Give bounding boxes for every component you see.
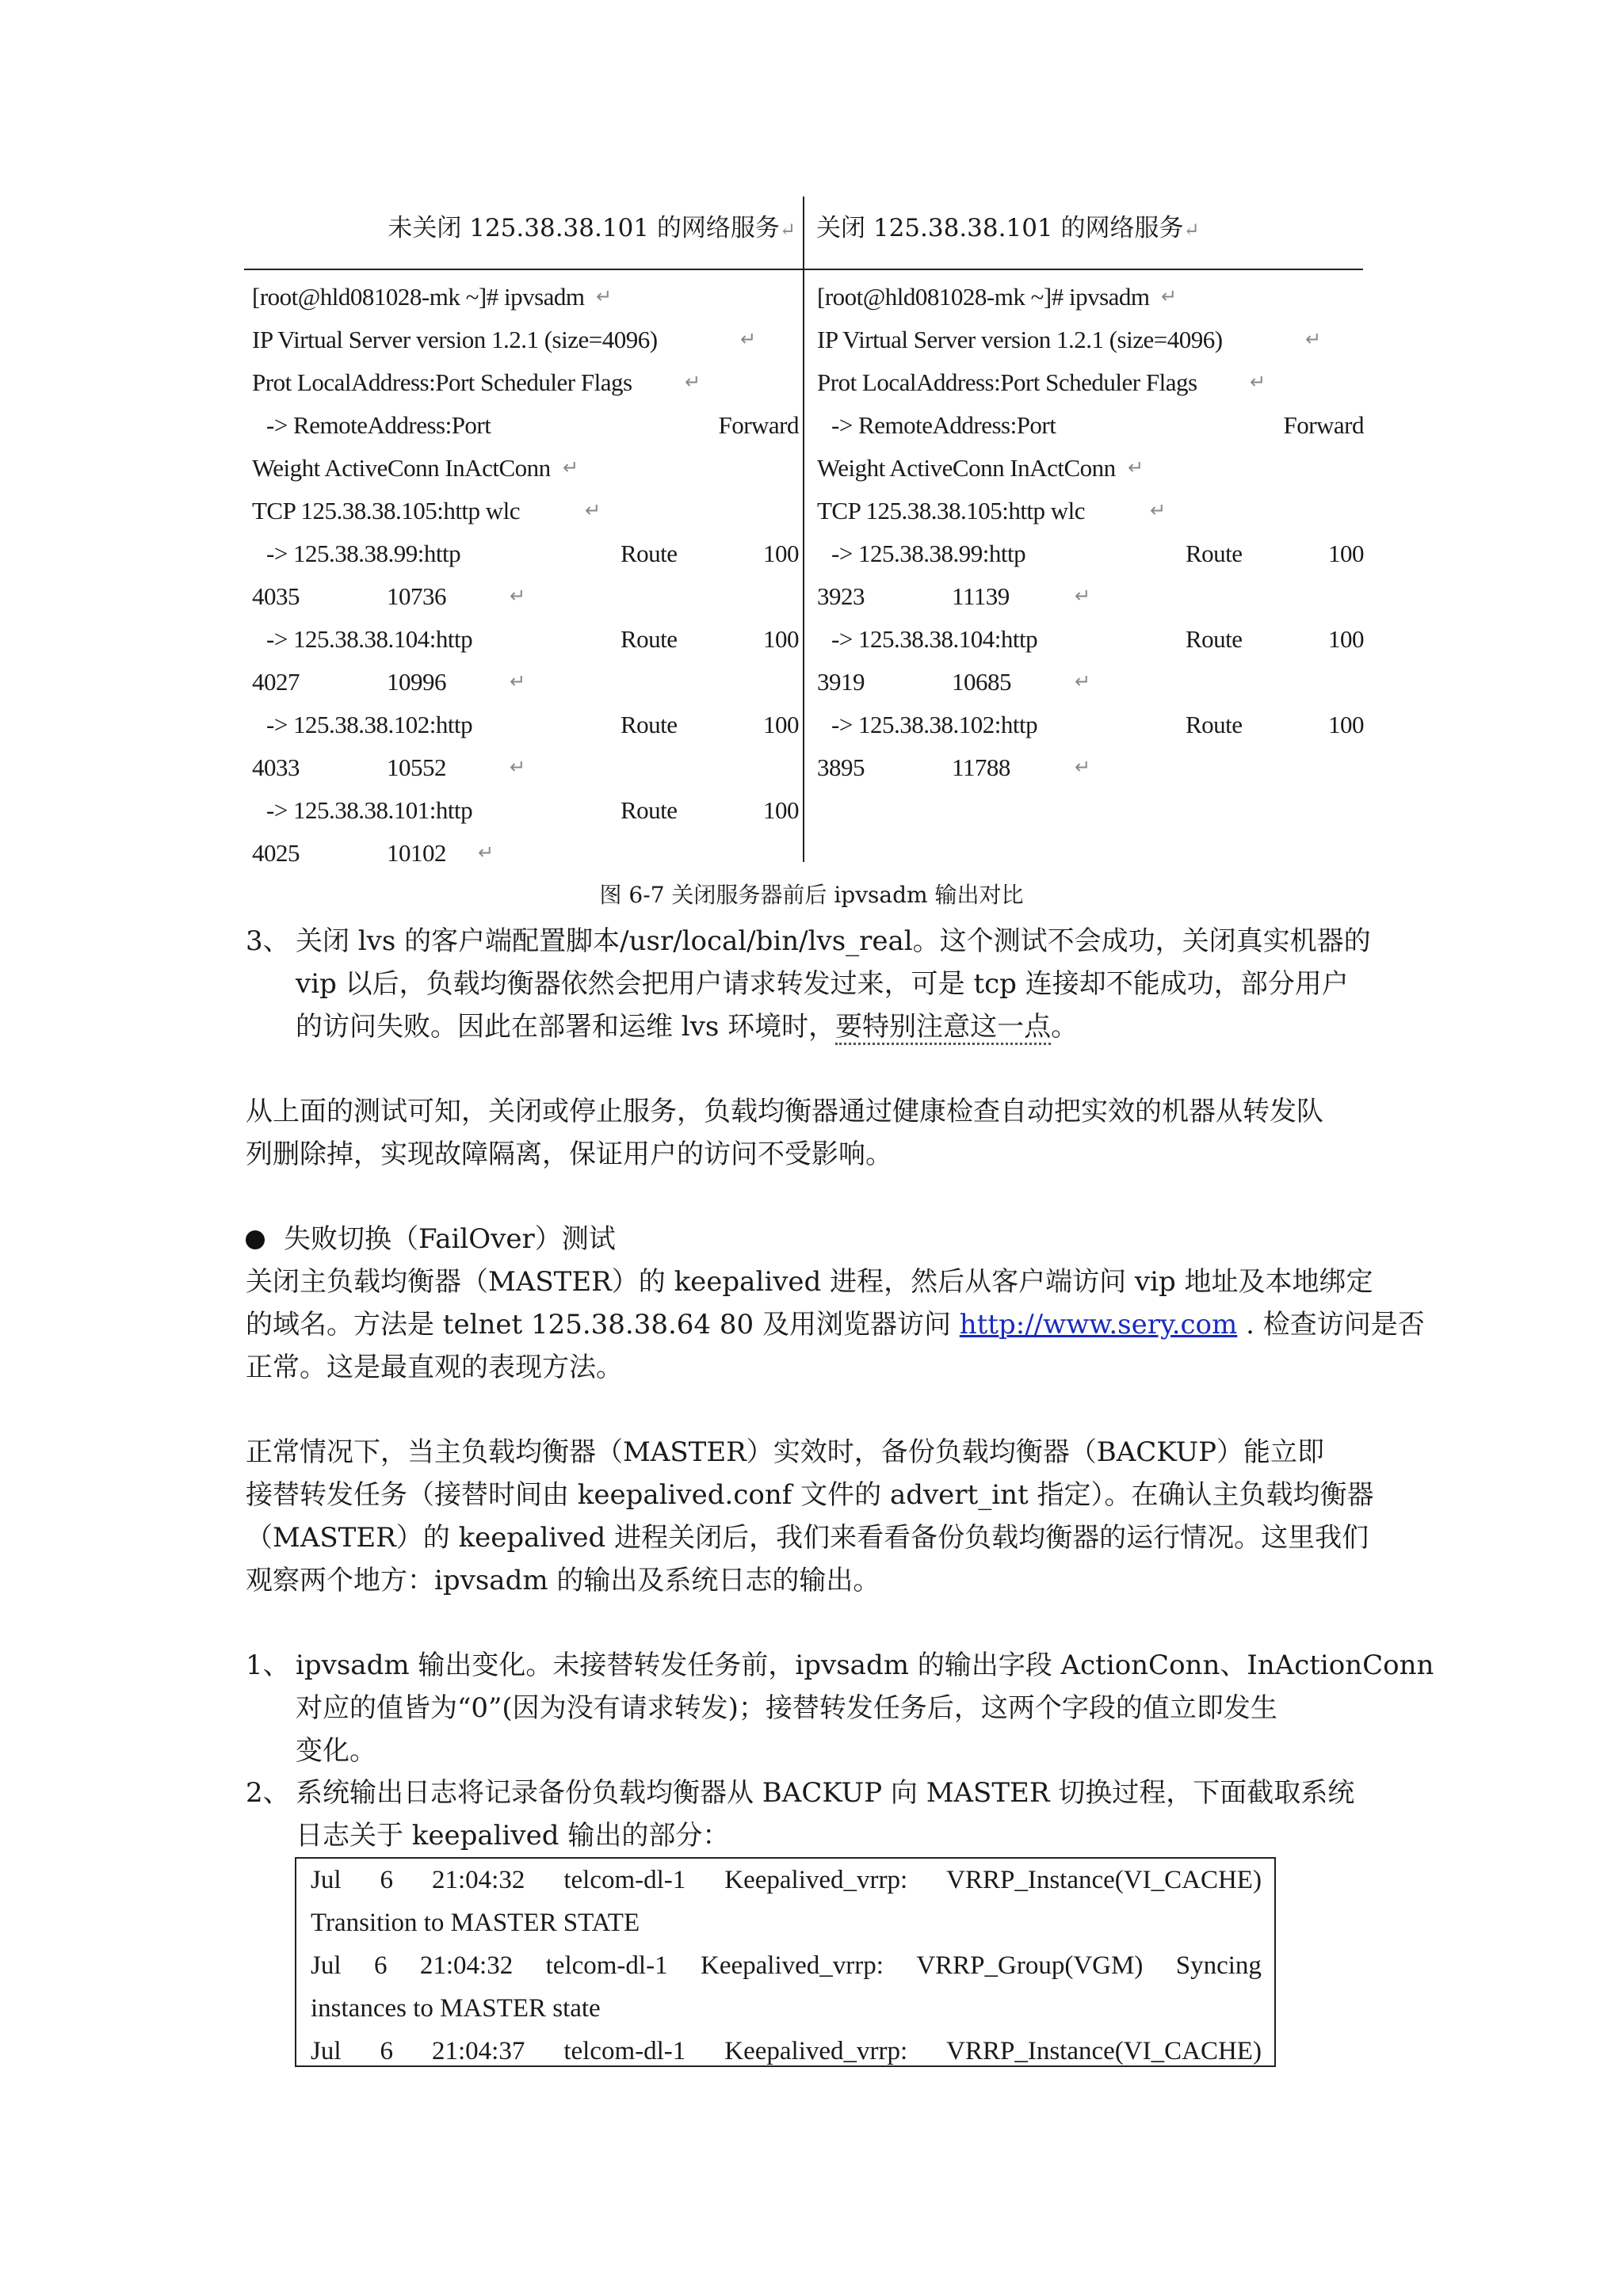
log-token: Keepalived_vrrp: xyxy=(701,1951,884,1980)
server-weight: 100 xyxy=(763,796,799,824)
text-line: （MASTER）的 keepalived 进程关闭后，我们来看看备份负载均衡器的运行情况。这里我们 xyxy=(246,1522,1369,1554)
log-line: instances to MASTER state xyxy=(311,1994,601,2023)
active-conn: 4035 xyxy=(252,582,300,610)
server-line xyxy=(252,704,799,746)
log-token: VRRP_Instance(VI_CACHE) xyxy=(946,2037,1262,2065)
return-mark: ↵ xyxy=(1075,672,1090,692)
return-mark: ↵ xyxy=(596,287,612,307)
inactive-conn: 10685 xyxy=(952,668,1011,696)
log-token: telcom-dl-1 xyxy=(563,2037,686,2065)
return-mark: ↵ xyxy=(510,757,525,778)
return-mark: ↵ xyxy=(510,586,525,607)
server-address: -> 125.38.38.99:http xyxy=(831,540,1026,567)
output-line xyxy=(252,447,799,490)
text-line: 接替转发任务（接替时间由 keepalived.conf 文件的 advert_int 指定）。在确认主负载均衡器 xyxy=(246,1479,1374,1511)
output-line xyxy=(817,490,1364,532)
connection-line xyxy=(252,746,799,789)
output-text: -> RemoteAddress:Port xyxy=(831,411,1056,439)
output-line xyxy=(252,404,799,447)
server-line xyxy=(817,532,1364,575)
active-conn: 4025 xyxy=(252,839,300,867)
bullet-icon xyxy=(246,1230,265,1249)
sery-link[interactable]: http://www.sery.com xyxy=(959,1309,1238,1341)
output-line xyxy=(817,404,1364,447)
paragraph-backup-behavior xyxy=(246,1431,1379,1602)
column-divider xyxy=(803,196,804,862)
output-line xyxy=(252,318,799,361)
output-line xyxy=(252,361,799,404)
left-column-output xyxy=(252,276,799,875)
return-mark: ↵ xyxy=(1305,330,1321,350)
active-conn: 3923 xyxy=(817,582,865,610)
server-weight: 100 xyxy=(763,625,799,653)
text-line: 从上面的测试可知，关闭或停止服务，负载均衡器通过健康检查自动把实效的机器从转发队 xyxy=(246,1096,1323,1127)
inactive-conn: 11139 xyxy=(952,582,1010,610)
inactive-conn: 10736 xyxy=(387,582,446,610)
emphasis-text: 要特别注意这一点 xyxy=(835,1011,1051,1045)
forward-method: Route xyxy=(1186,540,1243,567)
header-divider xyxy=(244,269,1363,270)
connection-line xyxy=(252,832,799,875)
output-text: [root@hld081028-mk ~]# ipvsadm xyxy=(252,283,585,311)
text-line: 的域名。方法是 telnet 125.38.38.64 80 及用浏览器访问 http://www.sery.com . 检查访问是否 xyxy=(246,1309,1425,1341)
list-number: 1、 xyxy=(246,1650,290,1681)
log-token: telcom-dl-1 xyxy=(545,1951,668,1980)
connection-line xyxy=(817,661,1364,704)
log-token: Jul xyxy=(311,1866,342,1894)
return-mark: ↵ xyxy=(1075,586,1090,607)
log-token: 6 xyxy=(380,2037,393,2065)
output-line xyxy=(252,276,799,318)
right-column-output xyxy=(817,276,1364,789)
text-line: 对应的值皆为“0”(因为没有请求转发)；接替转发任务后，这两个字段的值立即发生 xyxy=(296,1692,1277,1724)
connection-line xyxy=(817,575,1364,618)
text-line: 的访问失败。因此在部署和运维 lvs 环境时，要特别注意这一点。 xyxy=(296,1005,1371,1048)
output-line xyxy=(817,276,1364,318)
server-address: -> 125.38.38.102:http xyxy=(831,711,1038,738)
server-address: -> 125.38.38.104:http xyxy=(831,625,1038,653)
inactive-conn: 10102 xyxy=(387,839,446,867)
output-text: Prot LocalAddress:Port Scheduler Flags xyxy=(252,368,632,396)
log-token: 21:04:32 xyxy=(419,1951,514,1980)
output-text: TCP 125.38.38.105:http wlc xyxy=(252,497,521,524)
text-line: 日志关于 keepalived 输出的部分： xyxy=(296,1820,730,1852)
forward-method: Route xyxy=(621,625,678,653)
log-token: telcom-dl-1 xyxy=(563,1866,686,1894)
inactive-conn: 10996 xyxy=(387,668,446,696)
log-token: Jul xyxy=(311,1951,342,1980)
return-mark: ↵ xyxy=(1150,501,1166,521)
output-text: Weight ActiveConn InActConn xyxy=(817,454,1116,482)
forward-method: Route xyxy=(621,711,678,738)
text-line: 关闭 lvs 的客户端配置脚本/usr/local/bin/lvs_real。这个测试不会成功，关闭真实机器的 xyxy=(296,925,1371,957)
forward-method: Route xyxy=(621,796,678,824)
output-text: Prot LocalAddress:Port Scheduler Flags xyxy=(817,368,1197,396)
log-token: Keepalived_vrrp: xyxy=(724,2037,908,2065)
list-number: 3、 xyxy=(246,925,290,957)
connection-line xyxy=(252,575,799,618)
forward-method: Route xyxy=(1186,625,1243,653)
output-text: IP Virtual Server version 1.2.1 (size=4096) xyxy=(252,326,658,353)
log-line xyxy=(311,1859,1262,1901)
text-line: 观察两个地方：ipvsadm 的输出及系统日志的输出。 xyxy=(246,1565,880,1596)
log-line xyxy=(311,2030,1262,2073)
server-line xyxy=(817,704,1364,746)
output-text: TCP 125.38.38.105:http wlc xyxy=(817,497,1086,524)
active-conn: 3895 xyxy=(817,753,865,781)
section-bullet-failover: 失败切换（FailOver）测试 xyxy=(246,1218,616,1261)
text-line: ipvsadm 输出变化。未接替转发任务前，ipvsadm 的输出字段 ActionConn、InActionConn xyxy=(296,1650,1434,1681)
keepalived-log-box xyxy=(295,1857,1276,2067)
return-mark: ↵ xyxy=(1161,287,1177,307)
log-token: 21:04:37 xyxy=(431,2037,525,2065)
server-weight: 100 xyxy=(1328,625,1364,653)
text-line: 关闭主负载均衡器（MASTER）的 keepalived 进程，然后从客户端访问 vip 地址及本地绑定 xyxy=(246,1266,1373,1298)
output-text: [root@hld081028-mk ~]# ipvsadm xyxy=(817,283,1150,311)
active-conn: 4027 xyxy=(252,668,300,696)
text-line: vip 以后，负载均衡器依然会把用户请求转发过来，可是 tcp 连接却不能成功，部分用户 xyxy=(296,968,1349,1000)
log-token: VRRP_Group(VGM) xyxy=(916,1951,1144,1980)
server-line xyxy=(252,532,799,575)
header-right: 关闭 125.38.38.101 的网络服务↵ xyxy=(816,214,1200,242)
return-mark: ↵ xyxy=(510,672,525,692)
active-conn: 4033 xyxy=(252,753,300,781)
paragraph-failover-method xyxy=(246,1261,1425,1389)
output-line xyxy=(252,490,799,532)
log-token: Syncing xyxy=(1175,1951,1262,1980)
log-token: Jul xyxy=(311,2037,342,2065)
server-address: -> 125.38.38.102:http xyxy=(266,711,473,738)
text-line: 列删除掉，实现故障隔离，保证用户的访问不受影响。 xyxy=(246,1138,892,1170)
return-mark: ↵ xyxy=(685,372,701,393)
inactive-conn: 11788 xyxy=(952,753,1010,781)
server-line xyxy=(252,618,799,661)
return-mark: ↵ xyxy=(585,501,601,521)
return-mark: ↵ xyxy=(1250,372,1266,393)
return-mark: ↵ xyxy=(478,843,494,864)
server-weight: 100 xyxy=(763,540,799,567)
header-left: 未关闭 125.38.38.101 的网络服务↵ xyxy=(388,214,796,242)
server-weight: 100 xyxy=(1328,540,1364,567)
forward-label: Forward xyxy=(718,411,799,439)
log-token: Keepalived_vrrp: xyxy=(724,1866,908,1894)
output-text: Weight ActiveConn InActConn xyxy=(252,454,551,482)
output-text: -> RemoteAddress:Port xyxy=(266,411,491,439)
server-line xyxy=(252,789,799,832)
inactive-conn: 10552 xyxy=(387,753,446,781)
text-line: 系统输出日志将记录备份负载均衡器从 BACKUP 向 MASTER 切换过程，下面截取系统 xyxy=(296,1777,1355,1809)
server-address: -> 125.38.38.104:http xyxy=(266,625,473,653)
figure-caption: 图 6-7 关闭服务器前后 ipvsadm 输出对比 xyxy=(599,882,1024,908)
server-line xyxy=(817,618,1364,661)
return-mark: ↵ xyxy=(1128,458,1144,479)
forward-method: Route xyxy=(1186,711,1243,738)
text-line: 正常。这是最直观的表现方法。 xyxy=(246,1352,623,1383)
return-mark: ↵ xyxy=(740,330,756,350)
active-conn: 3919 xyxy=(817,668,865,696)
ipvsadm-comparison-table xyxy=(244,196,1364,867)
log-token: 21:04:32 xyxy=(431,1866,525,1894)
connection-line xyxy=(817,746,1364,789)
output-line xyxy=(817,361,1364,404)
server-address: -> 125.38.38.101:http xyxy=(266,796,473,824)
server-address: -> 125.38.38.99:http xyxy=(266,540,461,567)
log-token: VRRP_Instance(VI_CACHE) xyxy=(946,1866,1262,1894)
return-mark: ↵ xyxy=(563,458,579,479)
forward-label: Forward xyxy=(1283,411,1364,439)
log-line xyxy=(311,1944,1262,1987)
server-weight: 100 xyxy=(1328,711,1364,738)
paragraph-summary xyxy=(246,1090,1379,1176)
log-token: 6 xyxy=(373,1951,388,1980)
list-number: 2、 xyxy=(246,1777,290,1809)
output-line xyxy=(817,447,1364,490)
connection-line xyxy=(252,661,799,704)
log-line: Transition to MASTER STATE xyxy=(311,1909,640,1937)
log-token: 6 xyxy=(380,1866,393,1894)
forward-method: Route xyxy=(621,540,678,567)
output-line xyxy=(817,318,1364,361)
text-line: 变化。 xyxy=(296,1735,376,1767)
server-weight: 100 xyxy=(763,711,799,738)
output-text: IP Virtual Server version 1.2.1 (size=4096) xyxy=(817,326,1223,353)
return-mark: ↵ xyxy=(1075,757,1090,778)
text-line: 正常情况下，当主负载均衡器（MASTER）实效时，备份负载均衡器（BACKUP）能立即 xyxy=(246,1436,1325,1468)
